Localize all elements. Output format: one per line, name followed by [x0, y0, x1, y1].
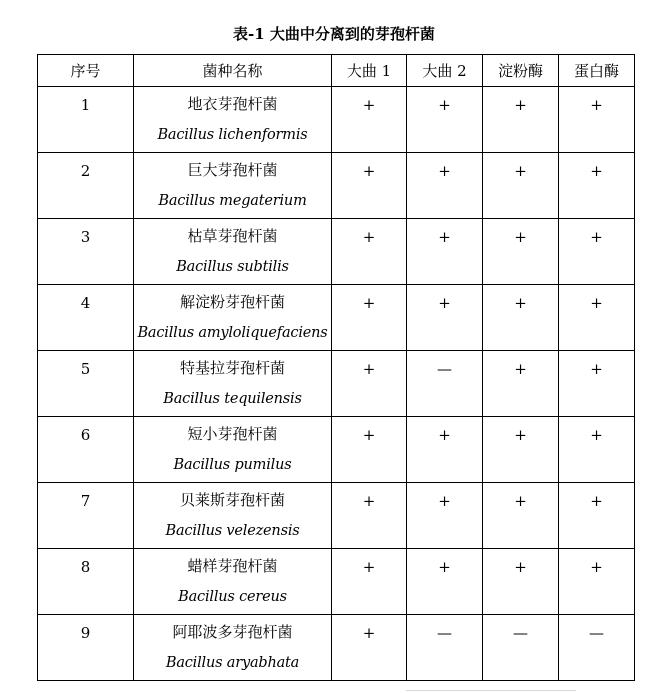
strain-latin-name: Bacillus megaterium [158, 193, 307, 209]
daqu-1-result: + [362, 294, 376, 312]
strain-name-cell [134, 153, 332, 219]
column-header-number: 序号 [38, 55, 134, 87]
daqu-1-cell [332, 285, 407, 351]
protease-result: + [590, 360, 603, 378]
amylase-cell [483, 549, 559, 615]
daqu-2-cell [407, 87, 483, 153]
table-row [38, 285, 635, 351]
strain-latin-name: Bacillus subtilis [176, 259, 289, 275]
daqu-2-cell [407, 417, 483, 483]
table-row [38, 549, 635, 615]
protease-cell [559, 417, 635, 483]
strain-chinese-name: 特基拉芽孢杆菌 [179, 359, 285, 377]
strain-latin-name: Bacillus pumilus [173, 457, 292, 473]
daqu-1-result: + [362, 426, 376, 444]
daqu-2-cell [407, 285, 483, 351]
strain-name-cell [134, 417, 332, 483]
daqu-1-result: + [362, 162, 376, 180]
column-header-daqu-2: 大曲 2 [407, 55, 483, 87]
amylase-cell [483, 615, 559, 681]
table-row [38, 351, 635, 417]
strain-chinese-name: 贝莱斯芽孢杆菌 [179, 491, 285, 509]
strain-name-cell [134, 549, 332, 615]
daqu-2-result: — [437, 360, 452, 378]
amylase-result: — [513, 624, 528, 642]
daqu-1-result: + [362, 228, 376, 246]
daqu-1-cell [332, 549, 407, 615]
daqu-1-result: + [362, 96, 376, 114]
row-number-cell [38, 87, 134, 153]
strain-name-cell [134, 285, 332, 351]
daqu-1-result: + [362, 360, 376, 378]
amylase-cell [483, 417, 559, 483]
table-row [38, 417, 635, 483]
daqu-1-cell [332, 219, 407, 285]
strain-chinese-name: 短小芽孢杆菌 [187, 425, 278, 443]
daqu-1-cell [332, 351, 407, 417]
protease-cell [559, 219, 635, 285]
column-header-amylase: 淀粉酶 [483, 55, 559, 87]
strain-name-cell [134, 219, 332, 285]
row-number-cell [38, 615, 134, 681]
table-row [38, 615, 635, 681]
amylase-cell [483, 285, 559, 351]
column-header-daqu-1: 大曲 1 [332, 55, 407, 87]
amylase-result: + [514, 558, 527, 576]
amylase-result: + [514, 162, 527, 180]
daqu-1-result: + [362, 492, 376, 510]
strain-chinese-name: 解淀粉芽孢杆菌 [179, 293, 285, 311]
daqu-2-result: + [438, 96, 451, 114]
strain-chinese-name: 枯草芽孢杆菌 [187, 227, 278, 245]
daqu-1-cell [332, 483, 407, 549]
daqu-2-result: + [438, 162, 451, 180]
footer-divider [406, 690, 576, 691]
strain-chinese-name: 阿耶波多芽孢杆菌 [172, 623, 293, 641]
table-caption: 表-1 大曲中分离到的芽孢杆菌 [233, 25, 435, 43]
daqu-2-result: — [437, 624, 452, 642]
row-number-cell [38, 483, 134, 549]
strain-name-cell [134, 87, 332, 153]
table-row [38, 87, 635, 153]
protease-cell [559, 483, 635, 549]
amylase-cell [483, 483, 559, 549]
daqu-2-result: + [438, 492, 451, 510]
row-number: 2 [80, 162, 91, 180]
daqu-1-result: + [362, 558, 376, 576]
row-number-cell [38, 417, 134, 483]
amylase-result: + [514, 426, 527, 444]
daqu-1-cell [332, 87, 407, 153]
protease-result: + [590, 162, 603, 180]
daqu-1-cell [332, 153, 407, 219]
row-number-cell [38, 219, 134, 285]
row-number-cell [38, 351, 134, 417]
table-row [38, 219, 635, 285]
protease-result: + [590, 426, 603, 444]
protease-result: + [590, 492, 603, 510]
strain-latin-name: Bacillus velezensis [165, 523, 300, 539]
amylase-cell [483, 153, 559, 219]
amylase-cell [483, 351, 559, 417]
protease-result: — [589, 624, 604, 642]
strain-name-cell [134, 615, 332, 681]
row-number: 6 [80, 426, 91, 444]
daqu-2-cell [407, 153, 483, 219]
row-number: 7 [80, 492, 91, 510]
row-number: 1 [80, 96, 91, 114]
protease-result: + [590, 294, 603, 312]
daqu-2-cell [407, 615, 483, 681]
daqu-1-result: + [362, 624, 376, 642]
row-number: 8 [80, 558, 91, 576]
table-row [38, 153, 635, 219]
row-number: 4 [80, 294, 91, 312]
daqu-2-result: + [438, 228, 451, 246]
protease-result: + [590, 558, 603, 576]
protease-cell [559, 153, 635, 219]
strain-name-cell [134, 483, 332, 549]
daqu-2-result: + [438, 294, 451, 312]
amylase-result: + [514, 360, 527, 378]
strain-latin-name: Bacillus tequilensis [163, 391, 302, 407]
daqu-2-cell [407, 483, 483, 549]
amylase-cell [483, 87, 559, 153]
strain-latin-name: Bacillus cereus [178, 589, 287, 605]
daqu-2-result: + [438, 558, 451, 576]
daqu-1-cell [332, 417, 407, 483]
column-header-strain-name: 菌种名称 [134, 55, 332, 87]
strain-chinese-name: 蜡样芽孢杆菌 [187, 557, 278, 575]
protease-cell [559, 351, 635, 417]
amylase-cell [483, 219, 559, 285]
strain-chinese-name: 地衣芽孢杆菌 [187, 95, 278, 113]
protease-result: + [590, 228, 603, 246]
row-number: 5 [80, 360, 91, 378]
strain-chinese-name: 巨大芽孢杆菌 [187, 161, 278, 179]
strain-latin-name: Bacillus amyloliquefaciens [137, 325, 328, 341]
daqu-1-cell [332, 615, 407, 681]
bacillus-table [37, 54, 635, 681]
table-header-row [38, 55, 635, 87]
daqu-2-result: + [438, 426, 451, 444]
amylase-result: + [514, 228, 527, 246]
table-row [38, 483, 635, 549]
column-header-protease: 蛋白酶 [559, 55, 635, 87]
daqu-2-cell [407, 219, 483, 285]
row-number-cell [38, 285, 134, 351]
row-number-cell [38, 153, 134, 219]
strain-latin-name: Bacillus lichenformis [157, 127, 308, 143]
daqu-2-cell [407, 351, 483, 417]
row-number: 9 [80, 624, 91, 642]
protease-cell [559, 87, 635, 153]
amylase-result: + [514, 294, 527, 312]
protease-cell [559, 615, 635, 681]
amylase-result: + [514, 492, 527, 510]
strain-latin-name: Bacillus aryabhata [165, 655, 300, 671]
strain-name-cell [134, 351, 332, 417]
protease-cell [559, 285, 635, 351]
daqu-2-cell [407, 549, 483, 615]
protease-cell [559, 549, 635, 615]
row-number-cell [38, 549, 134, 615]
amylase-result: + [514, 96, 527, 114]
protease-result: + [590, 96, 603, 114]
row-number: 3 [80, 228, 91, 246]
